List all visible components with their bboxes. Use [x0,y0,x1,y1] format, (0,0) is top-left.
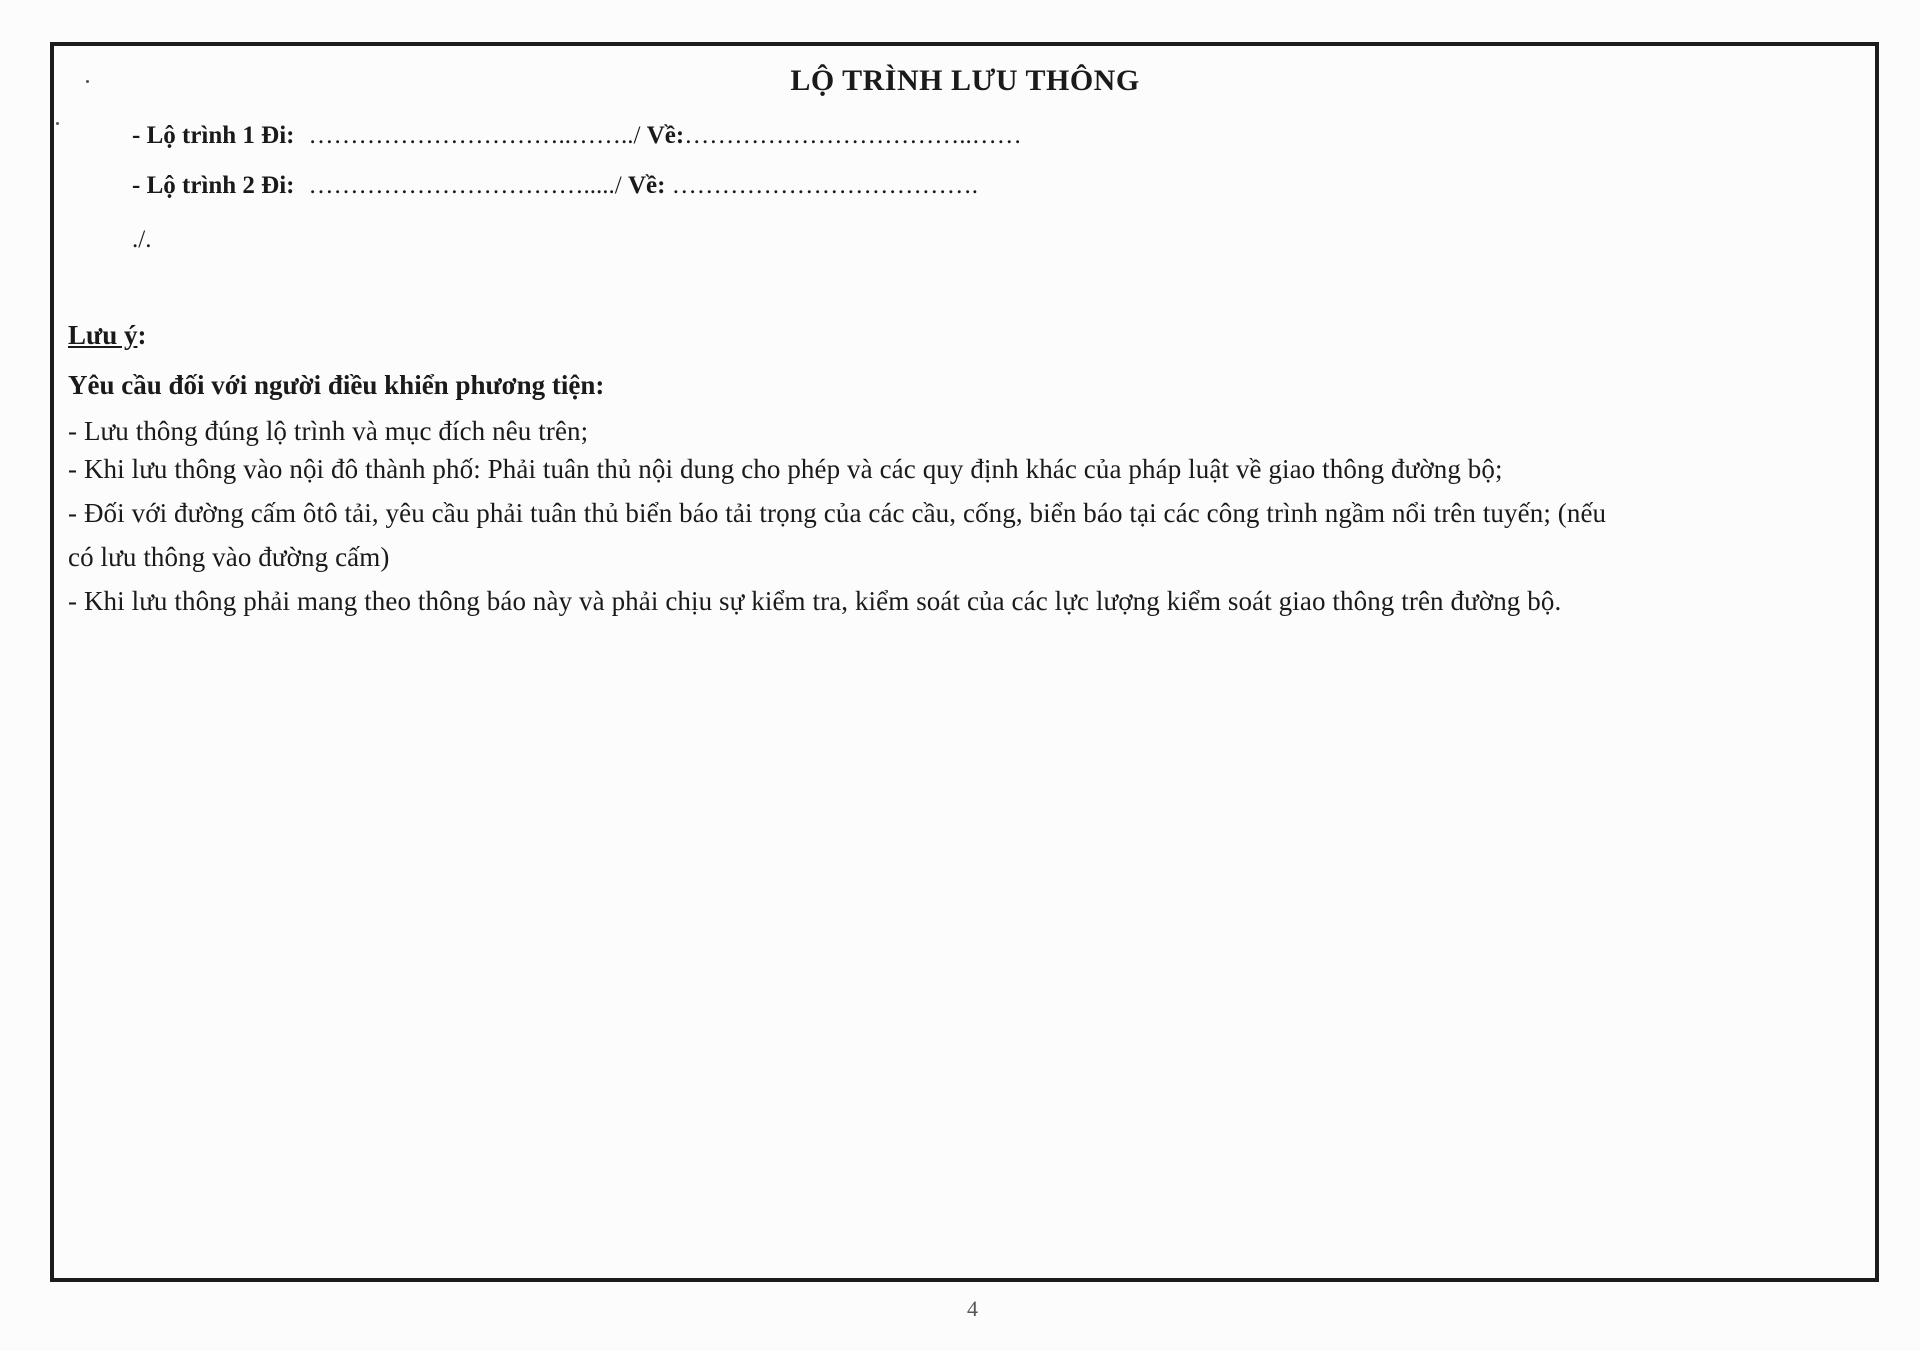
requirement-item: - Lưu thông đúng lộ trình và mục đích nêu trên; [68,416,589,446]
route-2-line [132,172,978,200]
page-number: 4 [967,1296,978,1321]
scan-speck [56,122,59,125]
requirements-heading: Yêu cầu đối với người điều khiển phương tiện: [68,370,605,400]
requirement-item-continued: có lưu thông vào đường cấm) [68,542,390,572]
route-1-go-blank: …………………………..……../ [308,122,641,149]
note-heading [68,320,146,351]
route-2-back-blank: ………………………………. [671,172,978,199]
page-title: LỘ TRÌNH LƯU THÔNG [790,64,1140,97]
document-border [50,42,1879,1282]
section-end-mark: ./. [132,226,152,253]
note-colon: : [137,320,147,350]
route-2-go-blank: ……………………………...../ [308,172,622,199]
route-2-label: - Lộ trình 2 Đi: [132,172,295,199]
route-1-label: - Lộ trình 1 Đi: [132,122,295,149]
requirement-item: - Khi lưu thông phải mang theo thông báo này và phải chịu sự kiểm tra, kiểm soát của các lực lượng kiểm soát giao thông trên đường bộ. [68,586,1562,616]
route-1-back-label: Về: [646,122,685,149]
requirement-item: - Đối với đường cấm ôtô tải, yêu cầu phải tuân thủ biển báo tải trọng của các cầu, cống, biển báo tại các công trình ngầm nổi trên tuyến; (nếu [68,498,1607,528]
note-label: Lưu ý [68,320,138,350]
requirement-item: - Khi lưu thông vào nội đô thành phố: Phải tuân thủ nội dung cho phép và các quy định khác của pháp luật về giao thông đường bộ; [68,454,1503,484]
route-1-line [132,122,1022,150]
route-1-back-blank: ……………………………..…… [684,122,1022,149]
route-2-back-label: Về: [627,172,666,199]
